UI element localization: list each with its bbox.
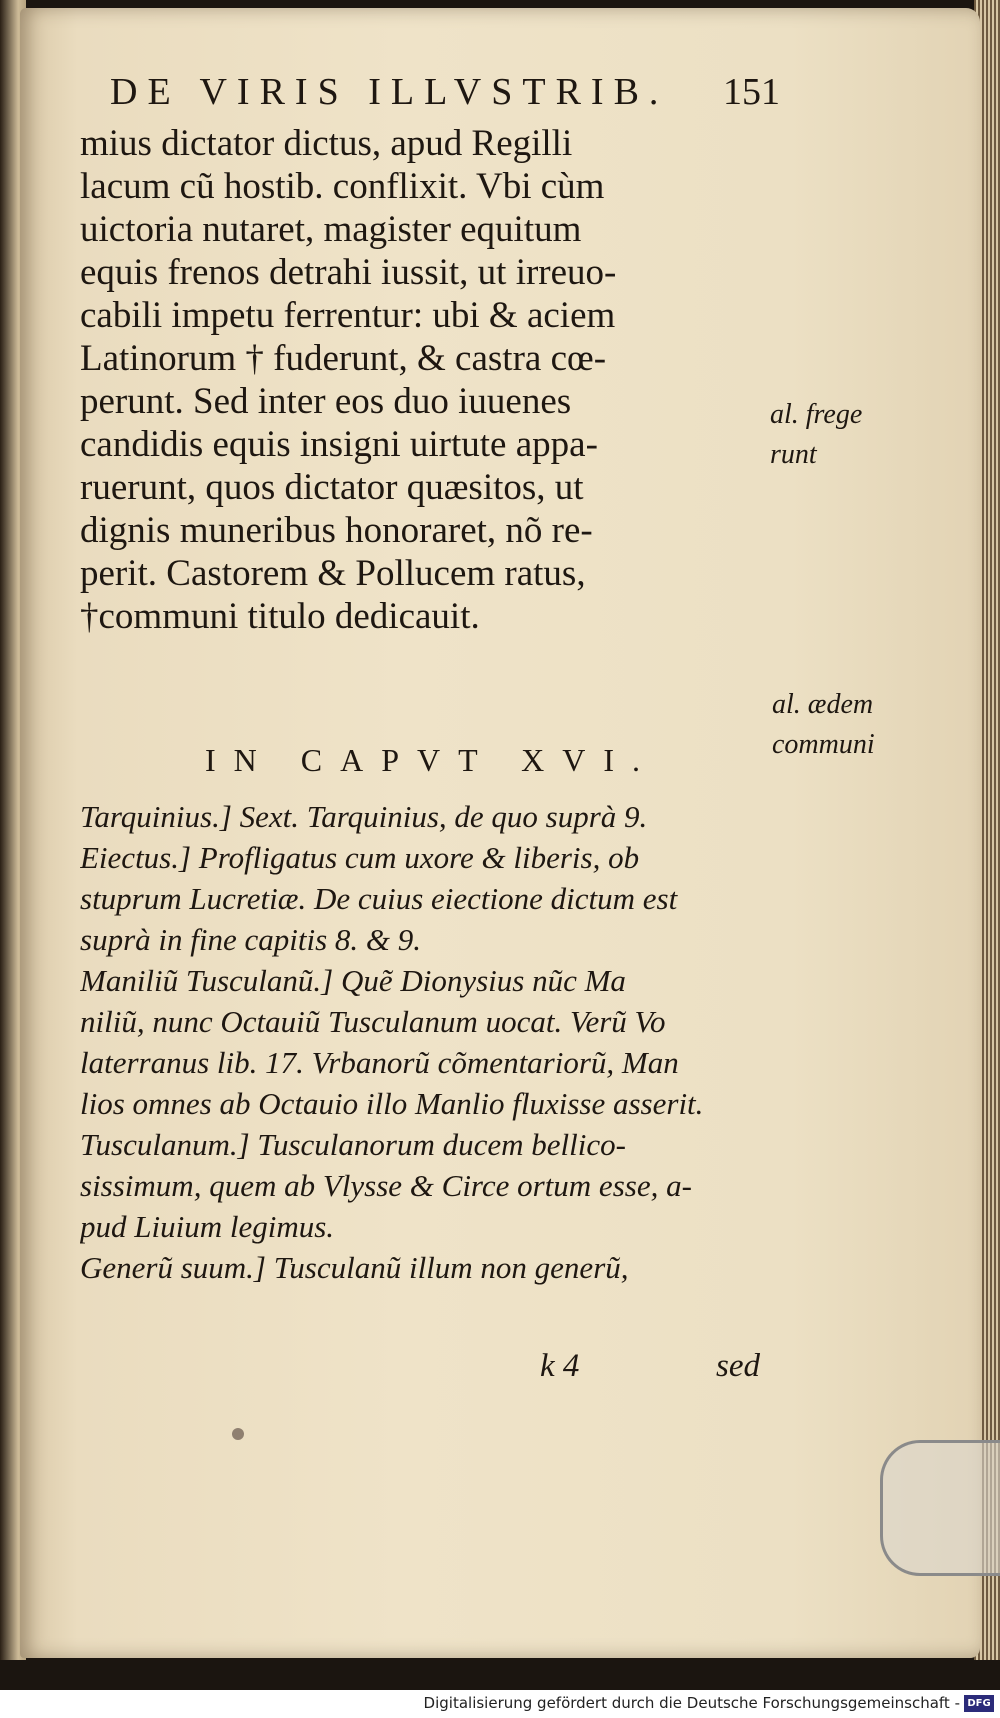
running-title: DE VIRIS ILLVSTRIB. <box>110 71 669 113</box>
text-line: perit. Castorem & Pollucem ratus, <box>80 553 586 594</box>
commentary-line: sissimum, quem ab Vlysse & Circe ortum esse, a- <box>80 1168 692 1203</box>
text-line: mius dictator dictus, apud Regilli <box>80 123 573 164</box>
page-header <box>110 70 780 130</box>
margin-note-fregerunt <box>770 395 862 475</box>
text-line: perunt. Sed inter eos duo iuuenes <box>80 381 572 422</box>
text-line: ruerunt, quos dictator quæsitos, ut <box>80 467 584 508</box>
margin-note-line: al. ædem <box>772 689 874 720</box>
catchword: sed <box>716 1348 760 1384</box>
page-clip-tab <box>880 1440 1000 1576</box>
margin-note-aedem <box>772 685 875 765</box>
dfg-logo-icon: DFG <box>964 1695 994 1712</box>
commentary-line: Generũ suum.] Tusculanũ illum non generũ, <box>80 1250 629 1285</box>
commentary-line: pud Liuium legimus. <box>80 1209 335 1244</box>
margin-note-line: runt <box>770 439 817 470</box>
commentary-line: stuprum Lucretiæ. De cuius eiectione dictum est <box>80 881 678 916</box>
text-line: uictoria nutaret, magister equitum <box>80 209 582 250</box>
commentary-line: niliũ, nunc Octauiũ Tusculanum uocat. Verũ Vo <box>80 1004 666 1039</box>
page-number: 151 <box>723 71 780 113</box>
commentary-block <box>80 796 770 1288</box>
text-line: cabili impetu ferrentur: ubi & aciem <box>80 295 616 336</box>
commentary-line: Maniliũ Tusculanũ.] Quẽ Dionysius nũc Ma <box>80 963 626 998</box>
margin-note-line: al. frege <box>770 399 863 430</box>
text-line: candidis equis insigni uirtute appa- <box>80 424 598 465</box>
text-line: lacum cũ hostib. conflixit. Vbi cùm <box>80 166 605 207</box>
text-line: dignis muneribus honoraret, nõ re- <box>80 510 593 551</box>
text-line: Latinorum † fuderunt, & castra cœ- <box>80 338 607 379</box>
commentary-line: Eiectus.] Profligatus cum uxore & liberis, ob <box>80 840 640 875</box>
commentary-line: laterranus lib. 17. Vrbanorũ cõmentariorũ, Man <box>80 1045 679 1080</box>
section-heading: IN CAPVT XVI. <box>205 742 658 778</box>
margin-note-line: communi <box>772 729 875 760</box>
footer-bar <box>0 1690 1000 1718</box>
signature-mark: k 4 <box>540 1348 580 1384</box>
text-line: equis frenos detrahi iussit, ut irreuo- <box>80 252 617 293</box>
footer-credit: Digitalisierung gefördert durch die Deutsche Forschungsgemeinschaft - <box>423 1694 960 1712</box>
ink-dot <box>232 1428 244 1440</box>
main-text-block <box>80 122 760 638</box>
commentary-line: Tusculanum.] Tusculanorum ducem bellico- <box>80 1127 626 1162</box>
commentary-line: Tarquinius.] Sext. Tarquinius, de quo suprà 9. <box>80 799 648 834</box>
commentary-line: lios omnes ab Octauio illo Manlio fluxisse asserit. <box>80 1086 704 1121</box>
commentary-line: suprà in fine capitis 8. & 9. <box>80 922 421 957</box>
text-line: †communi titulo dedicauit. <box>80 596 480 637</box>
